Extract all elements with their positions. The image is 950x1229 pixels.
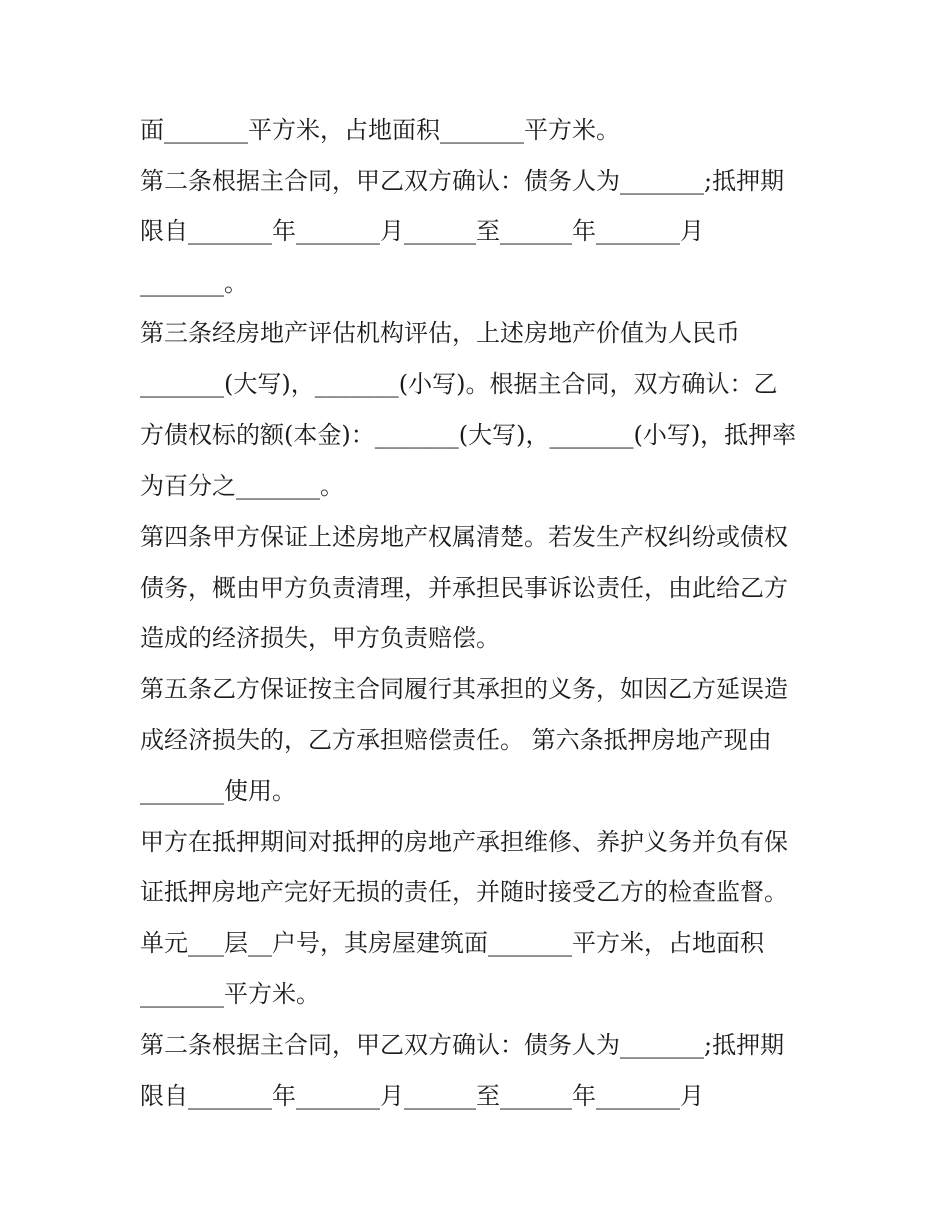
text-line: 甲方在抵押期间对抵押的房地产承担维修、养护义务并负有保 bbox=[140, 828, 788, 856]
text-line: 证抵押房地产完好无损的责任，并随时接受乙方的检查监督。 bbox=[140, 878, 788, 906]
text-line: 第五条乙方保证按主合同履行其承担的义务，如因乙方延误造 bbox=[140, 675, 788, 703]
text-line: 面_______平方米，占地面积_______平方米。 bbox=[140, 116, 620, 144]
text-line: 债务，概由甲方负责清理，并承担民事诉讼责任，由此给乙方 bbox=[140, 574, 788, 602]
text-line: 第四条甲方保证上述房地产权属清楚。若发生产权纠纷或债权 bbox=[140, 523, 788, 551]
text-line: 为百分之_______。 bbox=[140, 472, 344, 500]
text-line: 单元___层__户号，其房屋建筑面_______平方米，占地面积 bbox=[140, 929, 764, 957]
text-line: 限自_______年_______月______至______年_______月 bbox=[140, 217, 704, 245]
text-line: 造成的经济损失，甲方负责赔偿。 bbox=[140, 624, 500, 652]
text-line: _______使用。 bbox=[140, 777, 296, 805]
text-line: 第二条根据主合同，甲乙双方确认：债务人为_______;抵押期 bbox=[140, 167, 785, 195]
text-line: 方债权标的额(本金)：_______(大写)，_______(小写)，抵押率 bbox=[140, 421, 797, 449]
text-line: 第三条经房地产评估机构评估，上述房地产价值为人民币 bbox=[140, 319, 740, 347]
text-line: _______(大写)，_______(小写)。根据主合同，双方确认：乙 bbox=[140, 370, 778, 398]
text-line: _______。 bbox=[140, 269, 248, 297]
text-line: 限自_______年_______月______至______年_______月 bbox=[140, 1082, 704, 1110]
text-line: 第二条根据主合同，甲乙双方确认：债务人为_______;抵押期 bbox=[140, 1031, 785, 1059]
text-line: _______平方米。 bbox=[140, 980, 320, 1008]
text-line: 成经济损失的，乙方承担赔偿责任。 第六条抵押房地产现由 bbox=[140, 726, 772, 754]
